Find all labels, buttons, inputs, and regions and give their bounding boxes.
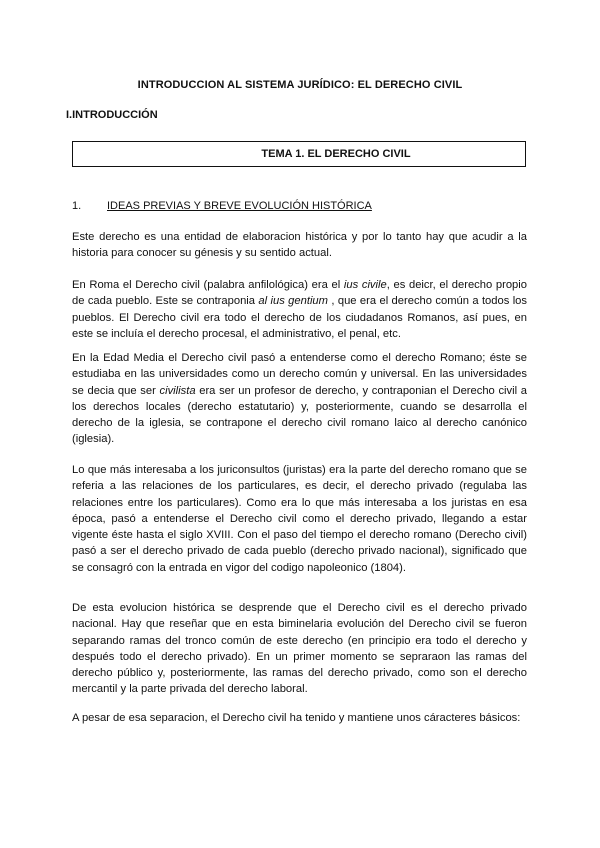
ius-civile-term: ius civile	[343, 279, 387, 291]
tema-title-box	[72, 141, 526, 167]
paragraph-3-part-b: era ser un profesor de derecho, y contraponian el Derecho civil a los derechos locales (derecho estatutario) y, posteriormente, cuando se desarrolla el derecho de la iglesia, se contrapone el derecho civil romano laico al derecho canónico (iglesia).	[72, 384, 527, 446]
paragraph-3	[72, 350, 527, 448]
section-title: IDEAS PREVIAS Y BREVE EVOLUCIÓN HISTÓRICA	[107, 200, 372, 212]
paragraph-5: De esta evolucion histórica se desprende que el Derecho civil es el derecho privado nacional. Hay que reseñar que en esta biminelaria evolución del Derecho civil se fueron separando ramas del tronco común de este derecho (en principio era todo el derecho y después todo el derecho privado). En un primer momento se sepraraon las ramas del derecho público y, posteriormente, las ramas del derecho privado, como son el derecho mercantil y la parte privada del derecho laboral.	[72, 602, 527, 696]
paragraph-3-part-a: En la Edad Media el Derecho civil pasó a entenderse como el derecho Romano; éste se estudiaba en las universidades como un derecho común y universal. En las universidades se decia que ser	[72, 352, 527, 397]
ius-gentium-term: al ius gentium	[258, 295, 328, 308]
tema-title: TEMA 1. EL DERECHO CIVIL	[261, 148, 411, 160]
paragraph-2-part-c: , que era el derecho común a todos los pueblos. El Derecho civil era todo el derecho de los ciudadanos Romanos, así pues, en este se incluía el derecho procesal, el administrativo, el penal, etc.	[72, 295, 527, 340]
paragraph-4: Lo que más interesaba a los juriconsultos (juristas) era la parte del derecho romano que se referia a las relaciones de los particulares, es decir, el derecho privado (regulaba las relaciones entre los particulares). Como era lo que más interesaba a los juristas en esa época, pasó a entenderse el Derecho civil como el derecho privado, llegando a estar vigente éste hasta el siglo XVIII. Con el paso del tiempo el derecho romano (Derecho civil) pasó a ser el derecho privado de cada pueblo (derecho privado nacional), significado que se consagró con la entrada en vigor del codigo napoleonico (1804).	[72, 464, 527, 574]
paragraph-1: Este derecho es una entidad de elaboracion histórica y por lo tanto hay que acudir a la historia para conocer su génesis y su sentido actual.	[72, 231, 527, 260]
document-title: INTRODUCCION AL SISTEMA JURÍDICO: EL DERECHO CIVIL	[137, 79, 463, 91]
civilista-term: civilista	[159, 384, 196, 397]
paragraph-2	[72, 277, 527, 342]
paragraph-2-part-b: , es deicr, el derecho propio de cada pueblo. Este se contraponia	[72, 279, 527, 308]
intro-heading: I.INTRODUCCIÓN	[66, 109, 158, 121]
paragraph-6: A pesar de esa separacion, el Derecho civil ha tenido y mantiene unos cáracteres básicos:	[72, 712, 521, 724]
paragraph-2-part-a: En Roma el Derecho civil (palabra anfilológica) era el	[72, 279, 344, 291]
section-number: 1.	[72, 200, 82, 212]
